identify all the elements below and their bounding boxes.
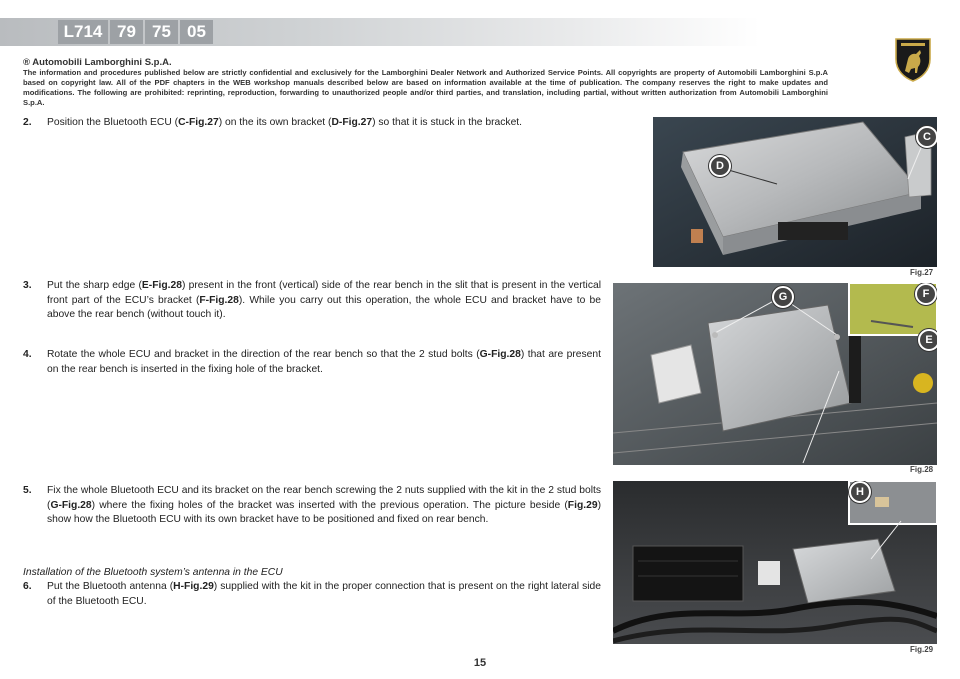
callout-g: G	[772, 286, 794, 308]
step-5	[23, 484, 601, 528]
callout-h: H	[849, 481, 871, 503]
lamborghini-logo-icon	[893, 37, 933, 83]
figure-reference: D-Fig.27	[331, 117, 373, 128]
fig27-caption: Fig.27	[910, 268, 934, 277]
step-number: 6.	[23, 581, 32, 592]
step-text: Put the sharp edge (E-Fig.28) present in the front (vertical) side of the rear bench in the slit that is present in the vertical front part of the ECU’s bracket (F-Fig.28). While you carry out this operation, the whole ECU and bracket have to be above the rear bench (without touch it).	[47, 280, 602, 320]
step-3	[23, 279, 601, 323]
step-number: 4.	[23, 349, 32, 360]
rear-bench-studs-image	[613, 283, 937, 465]
figure-reference: H-Fig.29	[173, 581, 214, 592]
figure-reference: C-Fig.27	[178, 117, 219, 128]
code-sequence: 05	[180, 20, 213, 44]
figure-reference: F-Fig.28	[199, 294, 239, 306]
step-number: 2.	[23, 117, 32, 128]
step-6	[23, 580, 601, 609]
step-text: Fix the whole Bluetooth ECU and its bracket on the rear bench screwing the 2 nuts supplied with the kit in the 2 stud bolts (G-Fig.28) where the fixing holes of the bracket was inserted with the previous operation. The picture beside (Fig.29) show how the Bluetooth ECU with its own bracket have to be positioned and fixed on rear bench.	[47, 485, 601, 525]
fig29-photo	[613, 481, 937, 644]
code-subgroup: 75	[145, 20, 178, 44]
code-group: 79	[110, 20, 143, 44]
installed-ecu-image	[613, 481, 937, 644]
fig28-photo	[613, 283, 937, 465]
figure-reference: E-Fig.28	[141, 280, 182, 291]
fig28-caption: Fig.28	[910, 465, 934, 474]
section-heading: Installation of the Bluetooth system’s antenna in the ECU	[23, 567, 283, 578]
step-4	[23, 348, 601, 377]
callout-d: D	[709, 155, 731, 177]
callout-f: F	[915, 283, 937, 305]
step-2	[23, 116, 601, 131]
page-number: 15	[473, 657, 487, 669]
figure-reference: G-Fig.28	[479, 349, 521, 360]
callout-e: E	[918, 329, 937, 351]
callout-c: C	[916, 126, 937, 148]
figure-reference: G-Fig.28	[50, 499, 92, 511]
ecu-on-bracket-image	[653, 117, 937, 267]
copyright-title: ® Automobili Lamborghini S.p.A.	[23, 57, 172, 68]
step-text: Position the Bluetooth ECU (C-Fig.27) on the its own bracket (D-Fig.27) so that it is stuck in the bracket.	[47, 117, 523, 128]
code-model: L714	[58, 20, 108, 44]
figure-reference: Fig.29	[567, 499, 598, 511]
fig27-photo	[653, 117, 937, 267]
step-number: 5.	[23, 485, 32, 496]
step-text: Rotate the whole ECU and bracket in the direction of the rear bench so that the 2 stud bolts (G-Fig.28) that are present on the rear bench is inserted in the fixing hole of the bracket.	[47, 349, 601, 375]
step-number: 3.	[23, 280, 32, 291]
step-text: Put the Bluetooth antenna (H-Fig.29) supplied with the kit in the proper connection that is present on the right lateral side of the Bluetooth ECU.	[47, 581, 602, 607]
fig29-caption: Fig.29	[910, 645, 934, 654]
copyright-body: The information and procedures published below are strictly confidential and exclusively for the Lamborghini Dealer Network and Authorized Service Points. All copyrights are property of Automobili Lamborghini S.p.A based on copyright law. All of the PDF chapters in the WEB workshop manuals described below are based on information available at the time of publication. The company reserves the right to make updates and modifications. The following are prohibited: reprinting, reproduction, forwarding to unauthorized people and/or third parties, and translation, including partial, without written authorization from Automobili Lamborghini S.p.A.	[23, 68, 828, 107]
